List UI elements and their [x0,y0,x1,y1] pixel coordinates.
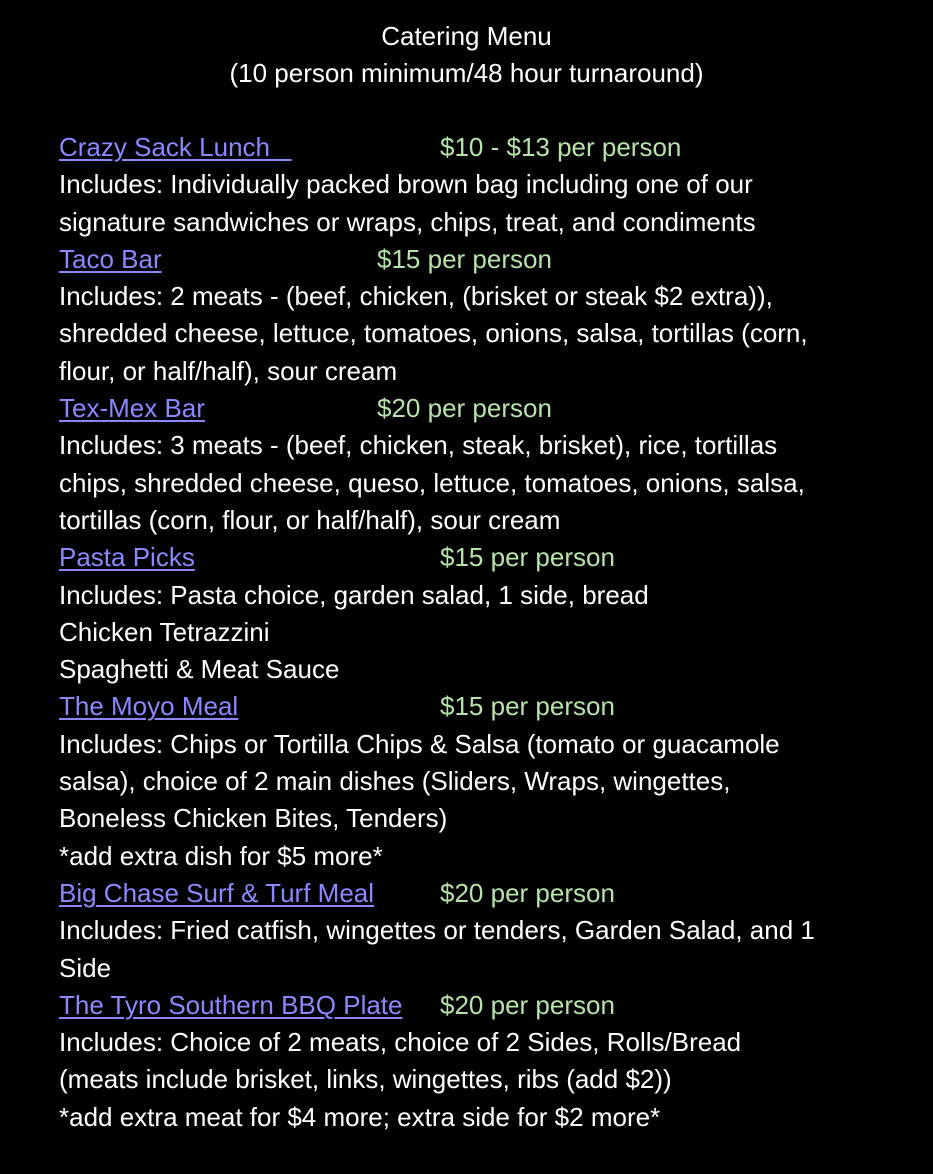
menu-item-description: Boneless Chicken Bites, Tenders) [59,803,448,834]
menu-item-description: chips, shredded cheese, queso, lettuce, tomatoes, onions, salsa, [59,467,805,498]
menu-item-description: Includes: Choice of 2 meats, choice of 2 Sides, Rolls/Bread [59,1027,742,1058]
menu-item-description: signature sandwiches or wraps, chips, treat, and condiments [59,206,756,237]
menu-item-description: Includes: Chips or Tortilla Chips & Salsa (tomato or guacamole [59,728,780,759]
menu-item-link[interactable]: Tex-Mex Bar [59,393,205,424]
menu-item-heading [59,688,919,725]
menu-item-description: Side [59,952,112,983]
menu-header [0,18,933,92]
menu-item-price: $15 per person [440,542,615,573]
menu-item-heading [59,129,919,166]
menu-item-description: Includes: Pasta choice, garden salad, 1 side, bread [59,579,649,610]
menu-item-description: Includes: 3 meats - (beef, chicken, steak, brisket), rice, tortillas [59,430,778,461]
menu-item-description: *add extra meat for $4 more; extra side for $2 more* [59,1101,661,1132]
menu-item-link[interactable]: Big Chase Surf & Turf Meal [59,877,375,908]
menu-item-heading [59,539,919,576]
menu-item-heading [59,390,919,427]
page-subtitle: (10 person minimum/48 hour turnaround) [229,58,704,88]
menu-item-heading [59,987,919,1024]
menu-item-description: Includes: Individually packed brown bag including one of our [59,169,753,200]
menu-item-description: Includes: 2 meats - (beef, chicken, (brisket or steak $2 extra)), [59,281,773,312]
menu-item-description: shredded cheese, lettuce, tomatoes, onions, salsa, tortillas (corn, [59,318,808,349]
menu-item-description: Chicken Tetrazzini [59,616,270,647]
menu-item-price: $20 per person [440,989,615,1020]
menu-item-description: *add extra dish for $5 more* [59,840,383,871]
menu-item-description: Spaghetti & Meat Sauce [59,654,340,685]
menu-item-link[interactable]: The Tyro Southern BBQ Plate [59,989,403,1020]
menu-item-link[interactable]: Crazy Sack Lunch [59,132,292,162]
menu-item-description: Includes: Fried catfish, wingettes or tenders, Garden Salad, and 1 [59,915,815,946]
menu-item-price: $15 per person [440,691,615,722]
menu-list [59,129,919,1136]
menu-item-heading [59,241,919,278]
menu-item-description: tortillas (corn, flour, or half/half), sour cream [59,504,561,535]
menu-item-heading [59,875,919,912]
menu-item-link[interactable]: Pasta Picks [59,542,195,573]
menu-item-price: $10 - $13 per person [440,132,682,162]
menu-item-description: (meats include brisket, links, wingettes, ribs (add $2)) [59,1064,672,1095]
page-title: Catering Menu [381,21,552,51]
menu-item-price: $20 per person [377,393,552,424]
menu-item-price: $20 per person [440,877,615,908]
menu-item-price: $15 per person [377,243,552,274]
menu-item-link[interactable]: The Moyo Meal [59,691,239,722]
menu-item-link[interactable]: Taco Bar [59,243,162,274]
menu-item-description: salsa), choice of 2 main dishes (Sliders, Wraps, wingettes, [59,766,731,797]
menu-item-description: flour, or half/half), sour cream [59,355,398,386]
